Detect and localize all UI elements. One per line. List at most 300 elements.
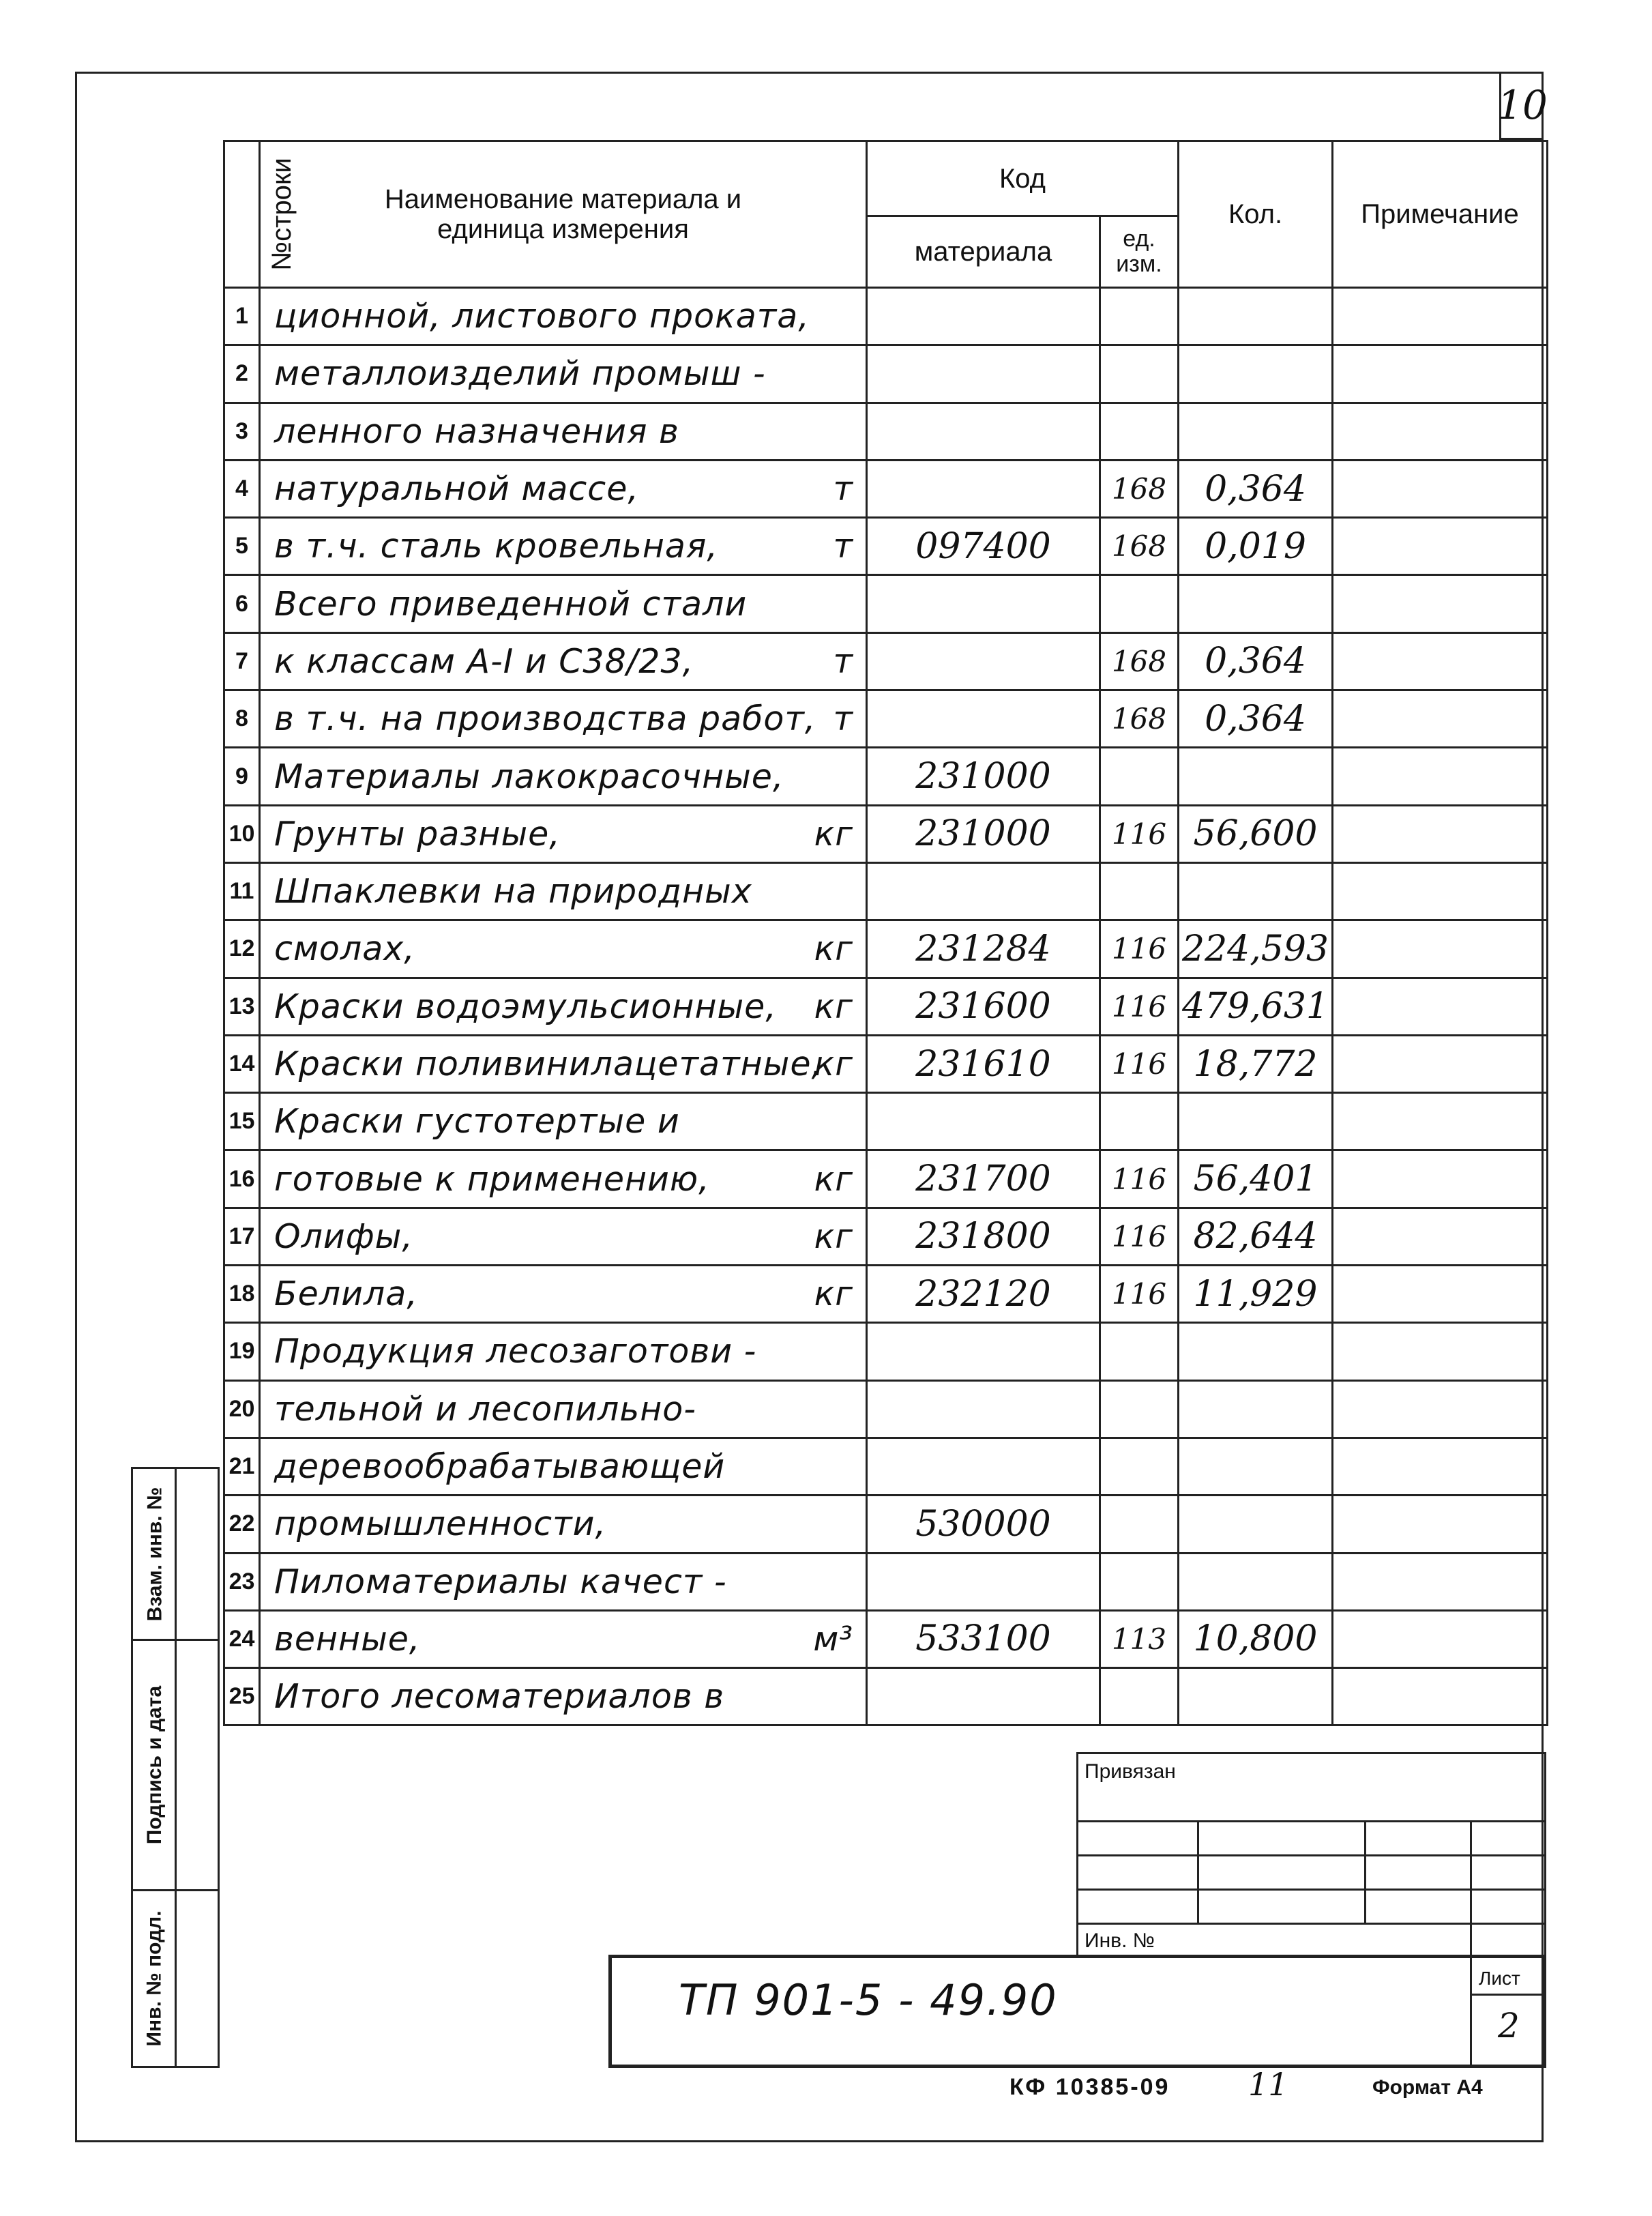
material-code-text: 231610 (915, 1043, 1051, 1085)
row-number (224, 632, 260, 690)
table-row (224, 1553, 1548, 1610)
table-row (224, 690, 1548, 748)
page-number: 10 (1499, 72, 1544, 140)
material-name-text: промышленности, (274, 1504, 607, 1544)
quantity (1179, 748, 1333, 805)
material-name (260, 748, 867, 805)
material-unit-text: т (833, 527, 853, 566)
material-name-text: Пиломатериалы качест - (274, 1562, 727, 1601)
table-row (224, 978, 1548, 1035)
material-name (260, 690, 867, 748)
material-code (867, 1266, 1100, 1323)
table-row (224, 1438, 1548, 1495)
material-name-text: тельной и лесопильно- (274, 1389, 696, 1429)
material-name-text: венные, (274, 1619, 421, 1659)
material-code-text: 231284 (915, 928, 1051, 970)
note (1333, 805, 1548, 862)
inv-no-label: Инв. № (1085, 1929, 1155, 1952)
row-number-text: 18 (228, 1281, 255, 1307)
binding-line-4 (1076, 1923, 1546, 1925)
quantity (1179, 1266, 1333, 1323)
material-code (867, 1208, 1100, 1265)
material-unit-text: кг (814, 1159, 853, 1199)
material-name (260, 1610, 867, 1667)
note (1333, 632, 1548, 690)
row-number-text: 7 (235, 647, 248, 674)
table-row (224, 403, 1548, 460)
unit-code-text: 116 (1111, 1219, 1167, 1253)
quantity (1179, 1323, 1333, 1380)
row-number (224, 518, 260, 575)
material-unit-text: т (833, 641, 853, 681)
row-number-text: 11 (229, 878, 254, 905)
material-name-text: Грунты разные, (274, 814, 561, 854)
quantity (1179, 403, 1333, 460)
row-number-text: 1 (235, 303, 248, 330)
unit-code (1100, 1668, 1179, 1725)
quantity (1179, 978, 1333, 1035)
unit-code-text: 116 (1111, 932, 1167, 966)
material-code (867, 748, 1100, 805)
material-name-text: Продукция лесозаготови - (274, 1332, 757, 1371)
row-number-text: 24 (228, 1625, 255, 1652)
material-code-text: 530000 (915, 1503, 1051, 1545)
material-unit-text: кг (814, 929, 853, 969)
row-number (224, 1093, 260, 1150)
quantity (1179, 632, 1333, 690)
row-number-text: 12 (228, 935, 255, 962)
row-number-text: 16 (228, 1165, 255, 1192)
unit-code-text: 116 (1111, 1047, 1167, 1081)
quantity (1179, 288, 1333, 345)
material-name-text: смолах, (274, 929, 415, 969)
row-number (224, 345, 260, 403)
stamp-inv-podl-label: Инв. № подл. (143, 1910, 166, 2047)
material-name-text: Краски поливинилацетатные, (274, 1045, 823, 1083)
unit-code (1100, 978, 1179, 1035)
table-row (224, 1496, 1548, 1553)
material-name (260, 920, 867, 978)
material-code (867, 920, 1100, 978)
material-name (260, 1266, 867, 1323)
material-name-text: в т.ч. на производства работ, (274, 699, 816, 739)
material-unit-text: кг (814, 1274, 853, 1314)
note (1333, 1266, 1548, 1323)
row-number (224, 403, 260, 460)
list-label: Лист (1479, 1968, 1520, 1989)
table-row (224, 632, 1548, 690)
row-number (224, 1323, 260, 1380)
material-name-text: натуральной массе, (274, 469, 639, 509)
unit-code (1100, 805, 1179, 862)
row-number (224, 1610, 260, 1667)
quantity-text: 224,593 (1181, 928, 1329, 970)
row-number (224, 748, 260, 805)
material-unit-text: т (833, 469, 853, 509)
material-code (867, 403, 1100, 460)
note (1333, 748, 1548, 805)
material-name (260, 1035, 867, 1092)
unit-code-text: 168 (1111, 472, 1167, 506)
quantity (1179, 1035, 1333, 1092)
unit-code (1100, 920, 1179, 978)
material-name (260, 1496, 867, 1553)
material-name-text: Краски густотертые и (274, 1102, 680, 1141)
unit-code (1100, 345, 1179, 403)
material-code-text: 231800 (915, 1216, 1051, 1257)
header-unit-line1: ед. (1123, 225, 1155, 252)
binding-label: Привязан (1085, 1760, 1176, 1783)
material-code (867, 460, 1100, 517)
note (1333, 518, 1548, 575)
material-code (867, 632, 1100, 690)
row-number (224, 1668, 260, 1725)
row-number-text: 20 (228, 1395, 255, 1422)
material-unit-text: м³ (813, 1619, 853, 1659)
material-name-text: деревообрабатывающей (274, 1447, 726, 1487)
quantity-text: 10,800 (1193, 1618, 1318, 1660)
quantity (1179, 460, 1333, 517)
material-name-text: Итого лесоматериалов в (274, 1677, 725, 1717)
unit-code (1100, 1553, 1179, 1610)
material-name (260, 403, 867, 460)
footer-number: 11 (1248, 2066, 1288, 2103)
quantity-text: 56,401 (1193, 1158, 1318, 1200)
row-number (224, 1553, 260, 1610)
row-number-text: 4 (235, 476, 248, 502)
material-name (260, 862, 867, 920)
note (1333, 345, 1548, 403)
material-name (260, 1668, 867, 1725)
unit-code-text: 168 (1111, 529, 1167, 564)
row-number-text: 22 (228, 1511, 255, 1537)
title-list-line (1470, 1994, 1546, 1996)
note (1333, 288, 1548, 345)
header-qty: Кол. (1179, 141, 1333, 288)
unit-code (1100, 1380, 1179, 1438)
table-row (224, 1668, 1548, 1725)
binding-vline-2 (1364, 1820, 1366, 1923)
table-row (224, 1323, 1548, 1380)
unit-code-text: 116 (1111, 817, 1167, 851)
material-unit-text: кг (814, 1216, 853, 1256)
material-code-text: 231000 (915, 756, 1051, 798)
material-name-text: к классам А-I и С38/23, (274, 641, 694, 681)
note (1333, 920, 1548, 978)
material-code (867, 1093, 1100, 1150)
table-row (224, 460, 1548, 517)
table-row (224, 1610, 1548, 1667)
table-row (224, 805, 1548, 862)
unit-code (1100, 403, 1179, 460)
quantity (1179, 1668, 1333, 1725)
unit-code-text: 116 (1111, 1162, 1167, 1196)
material-name-text: металлоизделий промыш - (274, 354, 766, 394)
material-code (867, 862, 1100, 920)
unit-code (1100, 575, 1179, 632)
row-number (224, 920, 260, 978)
unit-code (1100, 1496, 1179, 1553)
title-list-divider (1470, 1955, 1472, 2068)
header-note: Примечание (1333, 141, 1548, 288)
material-code (867, 1668, 1100, 1725)
material-name-text: готовые к применению, (274, 1159, 710, 1199)
row-number (224, 288, 260, 345)
row-number (224, 1150, 260, 1208)
material-code (867, 518, 1100, 575)
material-code-text: 232120 (915, 1273, 1051, 1315)
quantity (1179, 575, 1333, 632)
material-name (260, 1553, 867, 1610)
row-number-text: 23 (228, 1568, 255, 1594)
header-name-line2: единица измерения (437, 214, 689, 244)
note (1333, 1496, 1548, 1553)
material-code-text: 533100 (915, 1618, 1051, 1660)
unit-code (1100, 1208, 1179, 1265)
header-row-1 (224, 141, 1548, 216)
note (1333, 460, 1548, 517)
unit-code (1100, 748, 1179, 805)
row-number-text: 3 (235, 418, 248, 444)
footer-format: Формат А4 (1372, 2076, 1483, 2099)
unit-code (1100, 862, 1179, 920)
material-name (260, 1150, 867, 1208)
unit-code (1100, 518, 1179, 575)
quantity (1179, 1553, 1333, 1610)
row-number-text: 9 (235, 763, 248, 789)
note (1333, 1150, 1548, 1208)
binding-line-3 (1076, 1889, 1546, 1891)
table-row (224, 1093, 1548, 1150)
row-number-text: 13 (228, 993, 255, 1019)
stamp-podpis-label: Подпись и дата (143, 1685, 166, 1845)
material-code-text: 231600 (915, 986, 1051, 1027)
quantity-text: 479,631 (1181, 986, 1329, 1027)
row-number-text: 25 (228, 1683, 255, 1710)
material-name-text: Материалы лакокрасочные, (274, 757, 784, 796)
unit-code (1100, 1266, 1179, 1323)
material-code (867, 1438, 1100, 1495)
header-unit (1100, 216, 1179, 288)
row-number (224, 1208, 260, 1265)
unit-code (1100, 1035, 1179, 1092)
material-code (867, 345, 1100, 403)
material-code (867, 1610, 1100, 1667)
table-row (224, 1380, 1548, 1438)
unit-code (1100, 460, 1179, 517)
material-name (260, 1208, 867, 1265)
header-name (260, 141, 867, 288)
unit-code (1100, 1610, 1179, 1667)
table-row (224, 748, 1548, 805)
stamp-inv-podl (131, 1889, 220, 2068)
unit-code-text: 113 (1111, 1622, 1167, 1656)
note (1333, 1438, 1548, 1495)
stamp-vzam (131, 1467, 220, 1641)
document-code: ТП 901-5 - 49.90 (679, 1975, 1058, 2025)
row-number (224, 575, 260, 632)
row-number (224, 1438, 260, 1495)
material-name-text: Олифы, (274, 1216, 413, 1256)
material-code-text: 231000 (915, 813, 1051, 855)
list-value: 2 (1498, 2006, 1520, 2045)
material-code (867, 1496, 1100, 1553)
table-row (224, 575, 1548, 632)
quantity (1179, 1380, 1333, 1438)
material-name (260, 632, 867, 690)
row-number-text: 2 (235, 360, 248, 387)
note (1333, 1208, 1548, 1265)
material-code (867, 575, 1100, 632)
material-code (867, 978, 1100, 1035)
material-unit-text: кг (814, 987, 853, 1026)
material-name-text: ционной, листового проката, (274, 297, 810, 336)
unit-code (1100, 288, 1179, 345)
header-name-line1: Наименование материала и (384, 184, 742, 214)
material-name-text: Шпаклевки на природных (274, 872, 752, 912)
material-name (260, 575, 867, 632)
material-name (260, 805, 867, 862)
row-number (224, 1496, 260, 1553)
binding-vline-3 (1470, 1820, 1472, 1957)
stamp-podpis (131, 1639, 220, 1891)
unit-code (1100, 1093, 1179, 1150)
quantity (1179, 1438, 1333, 1495)
note (1333, 575, 1548, 632)
material-name-text: Всего приведенной стали (274, 584, 748, 624)
quantity (1179, 1208, 1333, 1265)
unit-code (1100, 1438, 1179, 1495)
quantity-text: 0,019 (1205, 525, 1306, 567)
materials-table (223, 140, 1548, 1726)
note (1333, 1553, 1548, 1610)
note (1333, 978, 1548, 1035)
table-row (224, 345, 1548, 403)
header-unit-line2: изм. (1116, 251, 1162, 277)
header-code: Код (867, 141, 1179, 216)
binding-vline-1 (1197, 1820, 1199, 1923)
row-number-text: 6 (235, 590, 248, 617)
material-name (260, 460, 867, 517)
header-material: материала (867, 216, 1100, 288)
row-number (224, 1035, 260, 1092)
note (1333, 1323, 1548, 1380)
quantity-text: 82,644 (1193, 1216, 1318, 1257)
note (1333, 1380, 1548, 1438)
row-number-text: 10 (228, 820, 255, 847)
material-code (867, 1380, 1100, 1438)
material-unit-text: т (833, 699, 853, 739)
unit-code (1100, 1150, 1179, 1208)
row-number-text: 15 (228, 1108, 255, 1135)
quantity (1179, 862, 1333, 920)
material-code-text: 231700 (915, 1158, 1051, 1200)
note (1333, 403, 1548, 460)
material-name (260, 345, 867, 403)
unit-code-text: 168 (1111, 644, 1167, 678)
material-unit-text: кг (814, 814, 853, 854)
quantity-text: 0,364 (1205, 468, 1306, 510)
quantity (1179, 805, 1333, 862)
material-name (260, 518, 867, 575)
unit-code (1100, 1323, 1179, 1380)
note (1333, 1610, 1548, 1667)
table-row (224, 920, 1548, 978)
materials-table-body (224, 288, 1548, 1725)
row-number (224, 805, 260, 862)
material-unit-text: кг (814, 1045, 853, 1083)
material-name-text: Белила, (274, 1274, 418, 1314)
material-code (867, 288, 1100, 345)
quantity-text: 0,364 (1205, 641, 1306, 682)
material-name (260, 978, 867, 1035)
material-name-text: Краски водоэмульсионные, (274, 987, 777, 1026)
footer-code: КФ 10385-09 (1009, 2074, 1170, 2100)
row-number (224, 460, 260, 517)
material-name-text: в т.ч. сталь кровельная, (274, 527, 718, 566)
quantity-text: 56,600 (1193, 813, 1318, 855)
quantity (1179, 1150, 1333, 1208)
binding-line-1 (1076, 1820, 1546, 1822)
material-code (867, 1553, 1100, 1610)
quantity (1179, 518, 1333, 575)
quantity (1179, 1610, 1333, 1667)
note (1333, 862, 1548, 920)
row-number-text: 5 (235, 533, 248, 559)
quantity (1179, 1093, 1333, 1150)
unit-code-text: 116 (1111, 989, 1167, 1023)
material-code (867, 1035, 1100, 1092)
unit-code-text: 116 (1111, 1277, 1167, 1311)
row-number-text: 21 (228, 1453, 255, 1480)
header-row-no: №строки (224, 141, 260, 288)
binding-line-2 (1076, 1854, 1546, 1856)
unit-code (1100, 632, 1179, 690)
note (1333, 690, 1548, 748)
quantity (1179, 920, 1333, 978)
row-number (224, 862, 260, 920)
table-row (224, 1208, 1548, 1265)
row-number (224, 690, 260, 748)
quantity-text: 11,929 (1193, 1273, 1318, 1315)
row-number-text: 17 (228, 1223, 255, 1249)
unit-code (1100, 690, 1179, 748)
stamp-vzam-label: Взам. инв. № (143, 1487, 166, 1621)
row-number (224, 1266, 260, 1323)
table-row (224, 862, 1548, 920)
note (1333, 1668, 1548, 1725)
table-row (224, 1150, 1548, 1208)
material-name (260, 1093, 867, 1150)
row-number (224, 1380, 260, 1438)
quantity-text: 18,772 (1193, 1043, 1318, 1085)
row-number (224, 978, 260, 1035)
material-name (260, 1380, 867, 1438)
quantity (1179, 345, 1333, 403)
quantity-text: 0,364 (1205, 698, 1306, 740)
material-name (260, 1323, 867, 1380)
note (1333, 1035, 1548, 1092)
row-number-text: 19 (228, 1338, 255, 1365)
table-row (224, 518, 1548, 575)
quantity (1179, 690, 1333, 748)
unit-code-text: 168 (1111, 702, 1167, 736)
material-name-text: ленного назначения в (274, 411, 679, 451)
row-number-text: 14 (228, 1051, 255, 1077)
table-row (224, 1266, 1548, 1323)
quantity (1179, 1496, 1333, 1553)
row-number-text: 8 (235, 705, 248, 732)
